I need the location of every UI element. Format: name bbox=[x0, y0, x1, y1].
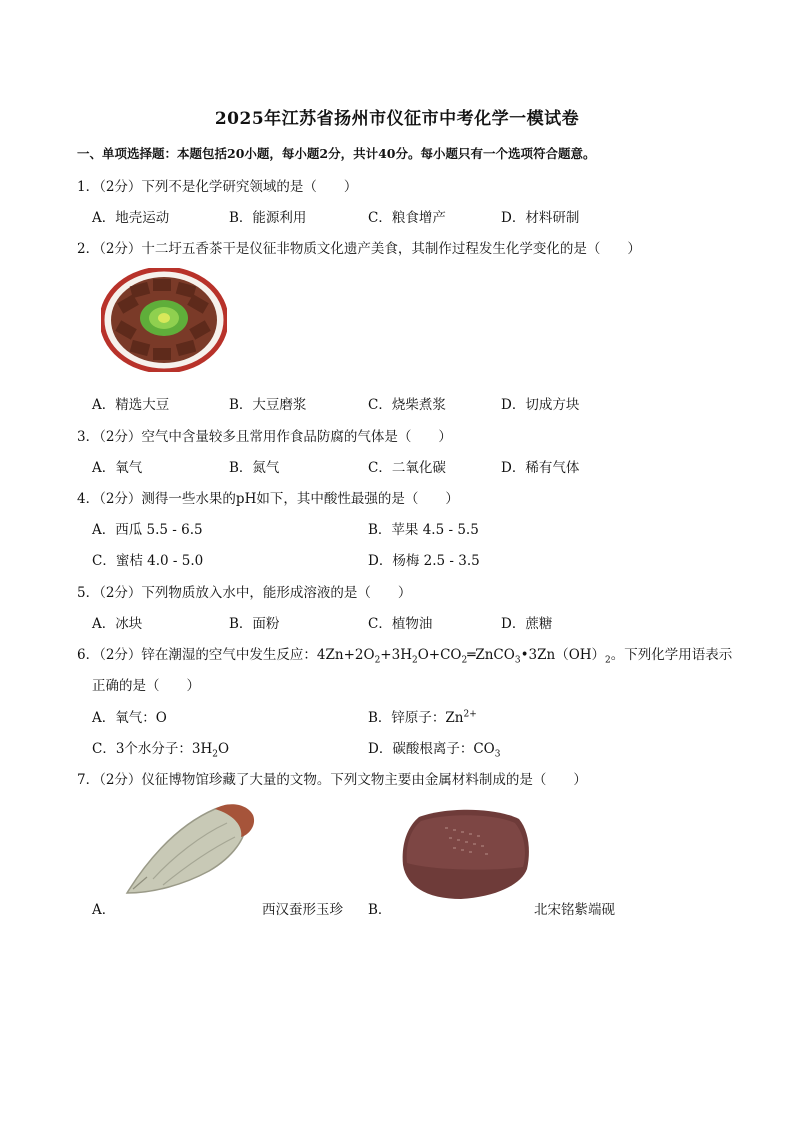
question-7: 7．（2分）仪征博物馆珍藏了大量的文物。下列文物主要由金属材料制成的是（ ） bbox=[77, 772, 587, 788]
q7-option-b-label[interactable]: B． bbox=[368, 902, 392, 918]
question-1: 1．（2分）下列不是化学研究领域的是（ ） bbox=[77, 179, 358, 195]
q1-option-a[interactable]: A．地壳运动 bbox=[92, 210, 170, 226]
jade-cicada-image bbox=[123, 797, 263, 897]
q1-option-c[interactable]: C．粮食增产 bbox=[368, 210, 446, 226]
q7-option-a-caption: 西汉蚕形玉珍 bbox=[262, 902, 343, 918]
q3-option-b[interactable]: B．氮气 bbox=[229, 460, 280, 476]
q5-option-b[interactable]: B．面粉 bbox=[229, 616, 280, 632]
question-5: 5．（2分）下列物质放入水中，能形成溶液的是（ ） bbox=[77, 585, 412, 601]
q7-option-a-label[interactable]: A． bbox=[92, 902, 116, 918]
q6-option-c[interactable]: C．3个水分子：$3H_2O$ bbox=[92, 741, 230, 760]
q1-option-d[interactable]: D．材料研制 bbox=[501, 210, 580, 226]
page-title: 2025年江苏省扬州市仪征市中考化学一模试卷 bbox=[214, 109, 580, 129]
q1-option-b[interactable]: B．能源利用 bbox=[229, 210, 307, 226]
q5-option-c[interactable]: C．植物油 bbox=[368, 616, 433, 632]
q2-option-c[interactable]: C．烧柴煮浆 bbox=[368, 397, 446, 413]
q2-option-d[interactable]: D．切成方块 bbox=[501, 397, 580, 413]
question-6-line-1: 6．（2分）锌在潮湿的空气中发生反应：$4Zn+2O_2+3H_2O+CO_2═ZnCO_3•3Zn(OH)_2$。下列化学用语表示 bbox=[77, 647, 733, 666]
q6-option-d[interactable]: D．碳酸根离子：$CO_3$ bbox=[368, 741, 501, 760]
q3-option-c[interactable]: C．二氧化碳 bbox=[368, 460, 446, 476]
q6-option-a[interactable]: A．氧气：O bbox=[92, 710, 167, 726]
section-heading: 一、单项选择题：本题包括20小题，每小题2分，共计40分。每小题只有一个选项符合题意。 bbox=[77, 146, 596, 161]
q4-option-b[interactable]: B．苹果 4.5 - 5.5 bbox=[368, 522, 479, 538]
question-3: 3．（2分）空气中含量较多且常用作食品防腐的气体是（ ） bbox=[77, 429, 452, 445]
question-6-line-2: 正确的是（ ） bbox=[92, 678, 200, 694]
q7-option-b-caption: 北宋铭紫端砚 bbox=[534, 902, 615, 918]
q4-option-d[interactable]: D．杨梅 2.5 - 3.5 bbox=[368, 553, 480, 569]
q3-option-d[interactable]: D．稀有气体 bbox=[501, 460, 580, 476]
q4-option-a[interactable]: A．西瓜 5.5 - 6.5 bbox=[92, 522, 203, 538]
question-4: 4．（2分）测得一些水果的pH如下，其中酸性最强的是（ ） bbox=[77, 491, 459, 507]
q4-option-c[interactable]: C．蜜桔 4.0 - 5.0 bbox=[92, 553, 204, 569]
q5-option-d[interactable]: D．蔗糖 bbox=[501, 616, 553, 632]
question-2: 2．（2分）十二圩五香茶干是仪征非物质文化遗产美食，其制作过程发生化学变化的是（ ） bbox=[77, 241, 641, 257]
q2-option-a[interactable]: A．精选大豆 bbox=[92, 397, 170, 413]
q2-option-b[interactable]: B．大豆磨浆 bbox=[229, 397, 307, 413]
ink-stone-image bbox=[395, 805, 535, 905]
q5-option-a[interactable]: A．冰块 bbox=[92, 616, 143, 632]
q3-option-a[interactable]: A．氧气 bbox=[92, 460, 143, 476]
q6-option-b[interactable]: B．锌原子：$Zn^{2+}$ bbox=[368, 709, 477, 726]
tea-tofu-plate-image bbox=[101, 268, 227, 372]
